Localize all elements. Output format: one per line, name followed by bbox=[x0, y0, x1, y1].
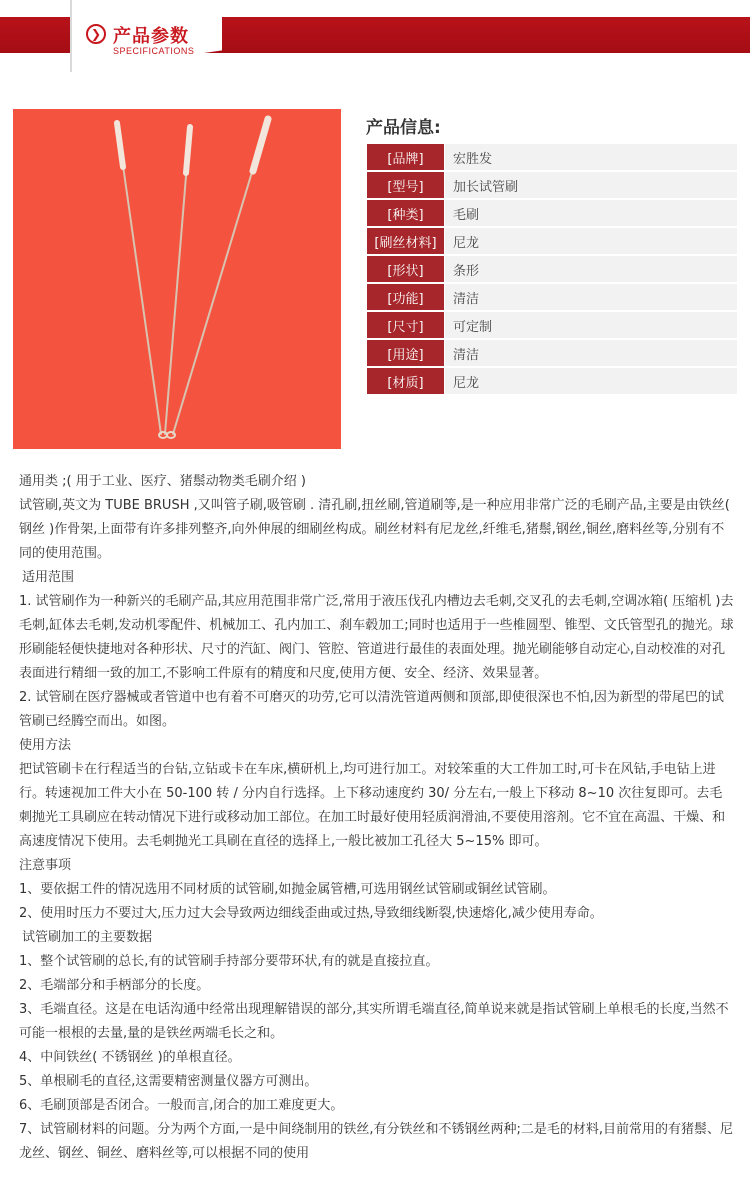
spec-key: [功能] bbox=[367, 284, 444, 310]
spec-key: [型号] bbox=[367, 172, 444, 198]
spec-value: 条形 bbox=[445, 256, 737, 282]
spec-value: 清洁 bbox=[445, 340, 737, 366]
data-item: 6、毛刷顶部是否闭合。一般而言,闭合的加工难度更大。 bbox=[19, 1098, 344, 1113]
data-item: 2、毛端部分和手柄部分的长度。 bbox=[19, 978, 210, 993]
data-heading: 试管刷加工的主要数据 bbox=[22, 930, 153, 945]
usage-paragraph: 把试管刷卡在行程适当的台钻,立钻或卡在车床,横研机上,均可进行加工。对较笨重的大工件加工时,可卡在风钻,手电钻上进行。转速视加工件大小在 50-100 转 / 分内自行选择。上下移动速度约 30/ 分左右,一般上下移动 8~10 次往复即可。去毛刺抛光工具刷应在转动情况下进行或移动加工部位。在加工时最好使用轻质润滑油,不要使用溶剂。它不宜在高温、干燥、和高速度情况下使用。去毛刺抛光工具刷在直径的选择上,一般比被加工孔径大 5~15% 即可。 bbox=[19, 762, 726, 849]
spec-row-type bbox=[367, 200, 737, 226]
spec-value: 清洁 bbox=[445, 284, 737, 310]
spec-key: [材质] bbox=[367, 368, 444, 394]
spec-row-function bbox=[367, 284, 737, 310]
spec-value: 加长试管刷 bbox=[445, 172, 737, 198]
spec-value: 可定制 bbox=[445, 312, 737, 338]
spec-row-shape bbox=[367, 256, 737, 282]
test-tube-brushes-image bbox=[13, 109, 341, 449]
data-item: 4、中间铁丝( 不锈钢丝 )的单根直径。 bbox=[19, 1050, 241, 1065]
spec-key: [刷丝材料] bbox=[367, 228, 444, 254]
data-item: 5、单根刷毛的直径,这需要精密测量仪器方可测出。 bbox=[19, 1074, 318, 1089]
spec-row-bristle bbox=[367, 228, 737, 254]
note-item: 1、要依据工件的情况选用不同材质的试管刷,如抛金属管槽,可选用钢丝试管刷或铜丝试管刷。 bbox=[19, 882, 556, 897]
spec-row-brand bbox=[367, 144, 737, 170]
product-photo bbox=[13, 109, 341, 449]
spec-value: 尼龙 bbox=[445, 368, 737, 394]
data-item: 3、毛端直径。这是在电话沟通中经常出现理解错误的部分,其实所谓毛端直径,简单说来就是指试管刷上单根毛的长度,当然不可能一根根的去量,量的是铁丝两端毛长之和。 bbox=[19, 1002, 729, 1041]
spec-key: [种类] bbox=[367, 200, 444, 226]
data-item: 7、试管刷材料的问题。分为两个方面,一是中间绕制用的铁丝,有分铁丝和不锈钢丝两种;二是毛的材料,目前常用的有猪鬃、尼龙丝、钢丝、铜丝、磨料丝等,可以根据不同的使用 bbox=[19, 1122, 734, 1161]
spec-row-size bbox=[367, 312, 737, 338]
spec-value: 宏胜发 bbox=[445, 144, 737, 170]
spec-row-material bbox=[367, 368, 737, 394]
spec-key: [尺寸] bbox=[367, 312, 444, 338]
scope-paragraph-1: 1. 试管刷作为一种新兴的毛刷产品,其应用范围非常广泛,常用于液压伐孔内槽边去毛刺,交叉孔的去毛刺,空调冰箱( 压缩机 )去毛刺,缸体去毛刺,发动机零配件、机械加工、孔内加工、刹车毂加工;同时也适用于一些椎圆型、锥型、文氏管型孔的抛光。球形刷能轻便快捷地对各种形状、尺寸的汽缸、阀门、管腔、管道进行最佳的表面处理。抛光刷能够自动定心,自动校准的对孔表面进行精细一致的加工,不影响工件原有的精度和尺度,使用方便、安全、经济、效果显著。 bbox=[19, 594, 734, 681]
spec-value: 尼龙 bbox=[445, 228, 737, 254]
info-title: 产品信息: bbox=[366, 118, 441, 138]
section-title: 产品参数 bbox=[113, 26, 189, 47]
scope-heading: 适用范围 bbox=[22, 570, 75, 585]
chevron-right-circle-icon: ❯ bbox=[86, 24, 106, 44]
spec-key: [用途] bbox=[367, 340, 444, 366]
spec-value: 毛刷 bbox=[445, 200, 737, 226]
spec-key: [形状] bbox=[367, 256, 444, 282]
data-item: 1、整个试管刷的总长,有的试管刷手持部分要带环状,有的就是直接拉直。 bbox=[19, 954, 439, 969]
spec-row-model bbox=[367, 172, 737, 198]
description-body bbox=[19, 470, 735, 1166]
notes-heading: 注意事项 bbox=[19, 858, 72, 873]
usage-heading: 使用方法 bbox=[19, 738, 72, 753]
spec-table bbox=[367, 144, 737, 396]
section-subtitle: SPECIFICATIONS bbox=[113, 46, 195, 56]
intro-heading: 通用类 ;( 用于工业、医疗、猪鬃动物类毛刷介绍 ) bbox=[19, 474, 306, 489]
intro-paragraph: 试管刷,英文为 TUBE BRUSH ,又叫管子刷,吸管刷 . 清孔刷,扭丝刷,管道刷等,是一种应用非常广泛的毛刷产品,主要是由铁丝( 钢丝 )作骨架,上面带有许多排列整齐,向外伸展的细刷丝构成。刷丝材料有尼龙丝,纤维毛,猪鬃,钢丝,铜丝,磨料丝等,分别有不同的使用范围。 bbox=[19, 498, 730, 561]
spec-row-usage bbox=[367, 340, 737, 366]
note-item: 2、使用时压力不要过大,压力过大会导致两边细线歪曲或过热,导致细线断裂,快速熔化,减少使用寿命。 bbox=[19, 906, 603, 921]
scope-paragraph-2: 2. 试管刷在医疗器械或者管道中也有着不可磨灭的功劳,它可以清洗管道两侧和顶部,即使很深也不怕,因为新型的带尾巴的试管刷已经腾空而出。如图。 bbox=[19, 690, 724, 729]
spec-key: [品牌] bbox=[367, 144, 444, 170]
banner-tab-shadow bbox=[70, 0, 72, 72]
